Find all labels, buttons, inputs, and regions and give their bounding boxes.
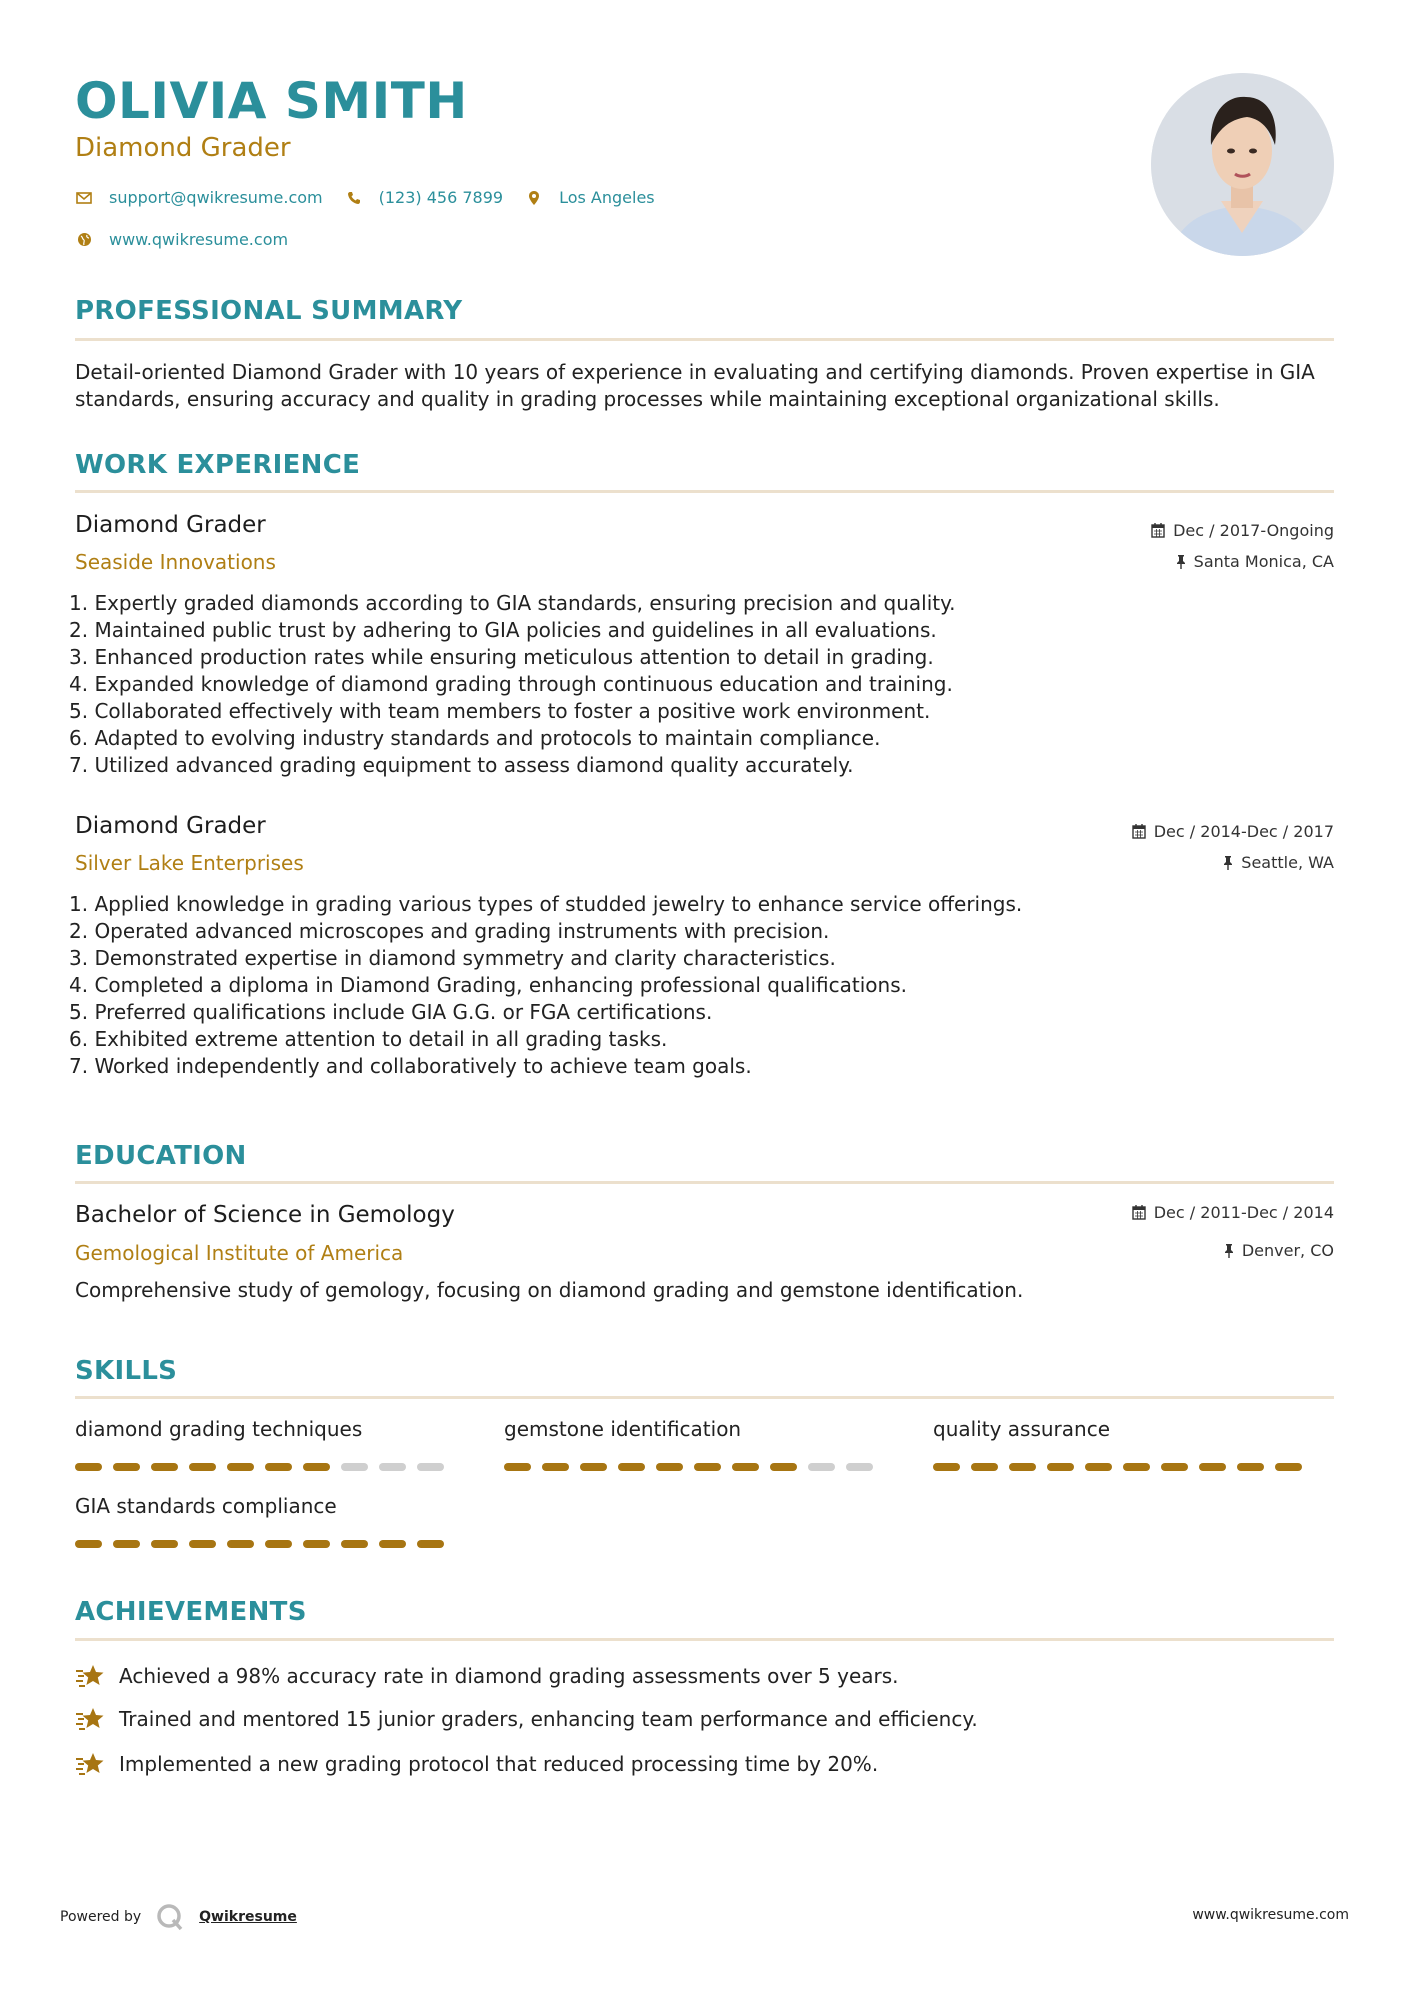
job-date [1132, 822, 1334, 841]
experience-heading: WORK EXPERIENCE [75, 450, 361, 480]
skill-name: quality assurance [933, 1417, 1111, 1441]
job-title: Diamond Grader [75, 512, 266, 538]
skill-level-meter [75, 1463, 455, 1471]
contact-location [525, 188, 655, 207]
star-icon [75, 1704, 105, 1734]
list-item: 6. Exhibited extreme attention to detail in all grading tasks. [69, 1027, 668, 1051]
skill-level-dot-filled [265, 1463, 292, 1471]
list-item: 3. Enhanced production rates while ensuring meticulous attention to detail in grading. [69, 645, 934, 669]
skill-item [75, 1417, 455, 1471]
skill-level-dot-filled [1237, 1463, 1264, 1471]
pushpin-icon [1224, 1243, 1234, 1258]
skill-level-dot-filled [504, 1463, 531, 1471]
skill-level-dot-empty [846, 1463, 873, 1471]
date-text: Dec / 2011-Dec / 2014 [1153, 1203, 1334, 1222]
calendar-icon [1151, 523, 1165, 538]
skill-level-dot-filled [151, 1540, 178, 1548]
section-divider [75, 1638, 1334, 1641]
section-divider [75, 1396, 1334, 1399]
skill-level-dot-filled [227, 1463, 254, 1471]
company-name: Seaside Innovations [75, 550, 276, 574]
skill-level-dot-filled [732, 1463, 759, 1471]
phone-text[interactable]: (123) 456 7899 [378, 188, 504, 207]
skill-name: GIA standards compliance [75, 1494, 337, 1518]
degree-title: Bachelor of Science in Gemology [75, 1202, 455, 1228]
skill-level-dot-filled [341, 1540, 368, 1548]
contact-website[interactable] [75, 230, 288, 249]
company-name: Silver Lake Enterprises [75, 851, 304, 875]
powered-by-label: Powered by [60, 1909, 142, 1925]
star-icon [75, 1749, 105, 1779]
skill-level-meter [504, 1463, 884, 1471]
summary-text: Detail-oriented Diamond Grader with 10 years of experience in evaluating and certifying diamonds. Proven expertise in GIA standards, ensuring accuracy and quality in grading processes while maintaining exceptional organizational skills. [75, 360, 1315, 411]
list-item: 4. Expanded knowledge of diamond grading through continuous education and training. [69, 672, 953, 696]
list-item: 6. Adapted to evolving industry standards and protocols to maintain compliance. [69, 726, 881, 750]
skill-level-dot-filled [113, 1540, 140, 1548]
qwikresume-link[interactable]: Qwikresume [199, 1909, 297, 1925]
skill-level-dot-filled [1161, 1463, 1188, 1471]
achievement-item [75, 1704, 978, 1734]
contact-email[interactable] [75, 188, 323, 207]
section-divider [75, 490, 1334, 493]
pushpin-icon [1176, 554, 1186, 569]
skill-level-dot-filled [227, 1540, 254, 1548]
skill-level-dot-filled [694, 1463, 721, 1471]
list-item: 2. Operated advanced microscopes and grading instruments with precision. [69, 919, 830, 943]
skill-level-dot-filled [265, 1540, 292, 1548]
achievement-item [75, 1749, 878, 1779]
skill-name: gemstone identification [504, 1417, 742, 1441]
list-item: 3. Demonstrated expertise in diamond symmetry and clarity characteristics. [69, 946, 836, 970]
skill-level-dot-filled [656, 1463, 683, 1471]
date-text: Dec / 2014-Dec / 2017 [1153, 822, 1334, 841]
skill-level-dot-filled [379, 1540, 406, 1548]
phone-icon [345, 189, 363, 207]
email-text[interactable]: support@qwikresume.com [109, 188, 323, 207]
skill-level-dot-filled [1123, 1463, 1150, 1471]
candidate-role: Diamond Grader [75, 133, 291, 163]
achievements-heading: ACHIEVEMENTS [75, 1597, 307, 1627]
list-item: 7. Worked independently and collaboratively to achieve team goals. [69, 1054, 752, 1078]
skill-level-dot-filled [1009, 1463, 1036, 1471]
skills-heading: SKILLS [75, 1356, 178, 1386]
job-title: Diamond Grader [75, 813, 266, 839]
skill-level-dot-filled [151, 1463, 178, 1471]
skill-level-meter [933, 1463, 1313, 1471]
skill-level-dot-empty [341, 1463, 368, 1471]
skill-level-dot-filled [417, 1540, 444, 1548]
summary-heading: PROFESSIONAL SUMMARY [75, 296, 463, 326]
qwikresume-logo-icon [155, 1902, 185, 1932]
skill-level-dot-empty [417, 1463, 444, 1471]
skill-level-dot-filled [580, 1463, 607, 1471]
calendar-icon [1132, 1205, 1146, 1220]
skill-level-meter [75, 1540, 455, 1548]
skill-level-dot-filled [1199, 1463, 1226, 1471]
skill-level-dot-filled [303, 1463, 330, 1471]
job-date [1151, 521, 1334, 540]
contact-row [75, 188, 677, 207]
list-item: 4. Completed a diploma in Diamond Grading, enhancing professional qualifications. [69, 973, 907, 997]
pushpin-icon [1223, 855, 1233, 870]
skill-level-dot-filled [1047, 1463, 1074, 1471]
skill-level-dot-filled [770, 1463, 797, 1471]
profile-photo [1151, 73, 1334, 256]
job-responsibilities [69, 590, 1309, 779]
map-pin-icon [525, 189, 543, 207]
section-divider [75, 1181, 1334, 1184]
skill-item [75, 1494, 455, 1548]
skill-level-dot-filled [1085, 1463, 1112, 1471]
skill-name: diamond grading techniques [75, 1417, 363, 1441]
location-text: Santa Monica, CA [1193, 552, 1334, 571]
footer-website[interactable]: www.qwikresume.com [1192, 1907, 1349, 1923]
skill-level-dot-empty [379, 1463, 406, 1471]
education-date [1132, 1203, 1334, 1222]
envelope-icon [75, 189, 93, 207]
skill-level-dot-filled [542, 1463, 569, 1471]
skill-level-dot-filled [971, 1463, 998, 1471]
achievement-text: Trained and mentored 15 junior graders, enhancing team performance and efficiency. [119, 1707, 978, 1731]
skill-level-dot-filled [113, 1463, 140, 1471]
skill-level-dot-filled [618, 1463, 645, 1471]
location-text: Seattle, WA [1241, 853, 1334, 872]
school-name: Gemological Institute of America [75, 1241, 404, 1265]
list-item: 1. Expertly graded diamonds according to GIA standards, ensuring precision and quality. [69, 591, 956, 615]
list-item: 5. Collaborated effectively with team members to foster a positive work environment. [69, 699, 931, 723]
skill-level-dot-filled [189, 1540, 216, 1548]
job-location [1176, 552, 1334, 571]
website-row [75, 230, 310, 249]
skill-level-dot-filled [1275, 1463, 1302, 1471]
date-text: Dec / 2017-Ongoing [1173, 521, 1334, 540]
education-location [1224, 1241, 1334, 1260]
skill-level-dot-filled [75, 1540, 102, 1548]
website-text[interactable]: www.qwikresume.com [109, 230, 289, 249]
achievement-text: Implemented a new grading protocol that reduced processing time by 20%. [119, 1752, 879, 1776]
education-heading: EDUCATION [75, 1141, 247, 1171]
job-responsibilities [69, 891, 1309, 1080]
skill-level-dot-filled [933, 1463, 960, 1471]
skill-level-dot-empty [808, 1463, 835, 1471]
achievement-item [75, 1661, 899, 1691]
skill-item [504, 1417, 884, 1471]
contact-phone[interactable] [345, 188, 503, 207]
job-location [1223, 853, 1334, 872]
skill-item [933, 1417, 1313, 1471]
location-text: Denver, CO [1241, 1241, 1334, 1260]
globe-icon [75, 231, 93, 249]
calendar-icon [1132, 824, 1146, 839]
footer-powered-by [60, 1902, 297, 1932]
list-item: 7. Utilized advanced grading equipment to assess diamond quality accurately. [69, 753, 854, 777]
skill-level-dot-filled [303, 1540, 330, 1548]
education-description: Comprehensive study of gemology, focusing on diamond grading and gemstone identification. [75, 1278, 1024, 1302]
portrait-image [1151, 73, 1334, 256]
list-item: 1. Applied knowledge in grading various types of studded jewelry to enhance service offerings. [69, 892, 1023, 916]
achievement-text: Achieved a 98% accuracy rate in diamond grading assessments over 5 years. [119, 1664, 899, 1688]
skill-level-dot-filled [75, 1463, 102, 1471]
candidate-name: OLIVIA SMITH [75, 72, 468, 130]
section-divider [75, 338, 1334, 341]
star-icon [75, 1661, 105, 1691]
skill-level-dot-filled [189, 1463, 216, 1471]
location-text: Los Angeles [559, 188, 655, 207]
list-item: 2. Maintained public trust by adhering to GIA policies and guidelines in all evaluations. [69, 618, 937, 642]
list-item: 5. Preferred qualifications include GIA G.G. or FGA certifications. [69, 1000, 713, 1024]
